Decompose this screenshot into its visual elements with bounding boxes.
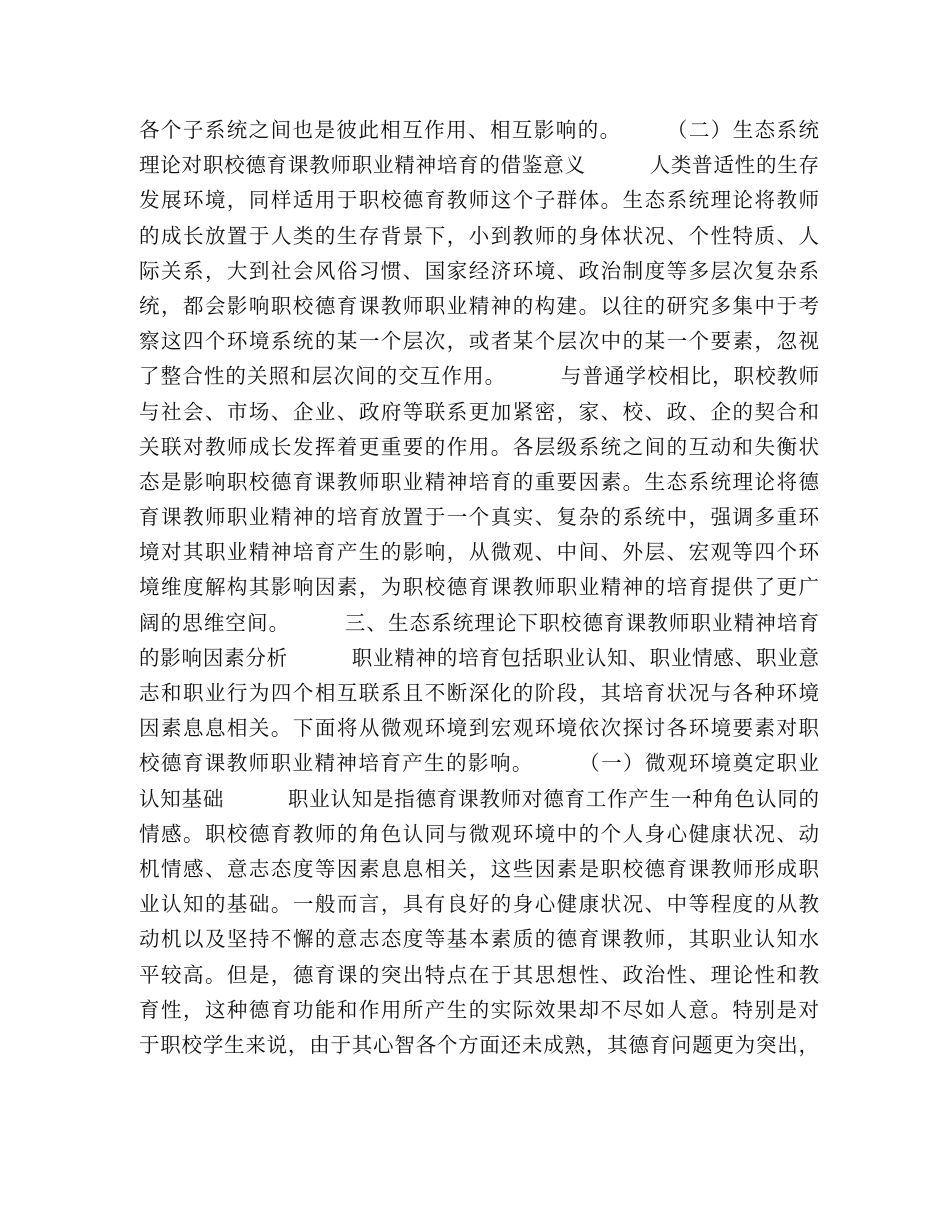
text-line: 态是影响职校德育课教师职业精神培育的重要因素。生态系统理论将德 [139,469,819,494]
text-line: 阔的思维空间。 三、生态系统理论下职校德育课教师职业精神培育 [139,610,819,635]
text-line: 发展环境，同样适用于职校德育教师这个子群体。生态系统理论将教师 [139,188,819,213]
text-line: 境对其职业精神培育产生的影响，从微观、中间、外层、宏观等四个环 [139,540,819,565]
text-line: 情感。职校德育教师的角色认同与微观环境中的个人身心健康状况、动 [139,821,819,846]
text-line: 志和职业行为四个相互联系且不断深化的阶段，其培育状况与各种环境 [139,681,819,705]
text-line: 认知基础 职业认知是指德育课教师对德育工作产生一种角色认同的 [139,786,819,811]
text-line: 育课教师职业精神的培育放置于一个真实、复杂的系统中，强调多重环 [139,505,819,530]
text-line: 与社会、市场、企业、政府等联系更加紧密，家、校、政、企的契合和 [139,399,819,424]
text-line: 了整合性的关照和层次间的交互作用。 与普通学校相比，职校教师 [139,364,819,389]
text-line: 的影响因素分析 职业精神的培育包括职业认知、职业情感、职业意 [139,645,819,670]
text-line: 机情感、意志态度等因素息息相关，这些因素是职校德育课教师形成职 [139,856,819,881]
text-line: 察这四个环境系统的某一个层次，或者某个层次中的某一个要素，忽视 [139,329,819,354]
text-line: 境维度解构其影响因素，为职校德育课教师职业精神的培育提供了更广 [139,575,819,600]
text-line: 业认知的基础。一般而言，具有良好的身心健康状况、中等程度的从教 [139,892,819,917]
text-line: 的成长放置于人类的生存背景下，小到教师的身体状况、个性特质、人 [139,223,819,248]
text-line: 育性，这种德育功能和作用所产生的实际效果却不尽如人意。特别是对 [139,997,819,1022]
text-line: 理论对职校德育课教师职业精神培育的借鉴意义 人类普适性的生存 [139,153,819,178]
text-line: 因素息息相关。下面将从微观环境到宏观环境依次探讨各环境要素对职 [139,716,819,741]
text-line: 动机以及坚持不懈的意志态度等基本素质的德育课教师，其职业认知水 [139,927,819,952]
text-line: 关联对教师成长发挥着更重要的作用。各层级系统之间的互动和失衡状 [139,434,819,459]
text-line: 于职校学生来说，由于其心智各个方面还未成熟，其德育问题更为突出， [139,1032,819,1057]
text-line: 际关系，大到社会风俗习惯、国家经济环境、政治制度等多层次复杂系 [139,258,819,283]
text-line: 统，都会影响职校德育课教师职业精神的构建。以往的研究多集中于考 [139,293,819,318]
text-line: 平较高。但是，德育课的突出特点在于其思想性、政治性、理论性和教 [139,962,819,987]
text-line: 校德育课教师职业精神培育产生的影响。 （一）微观环境奠定职业 [139,751,819,776]
text-line: 各个子系统之间也是彼此相互作用、相互影响的。 （二）生态系统 [139,118,819,142]
body-text [139,113,819,1063]
